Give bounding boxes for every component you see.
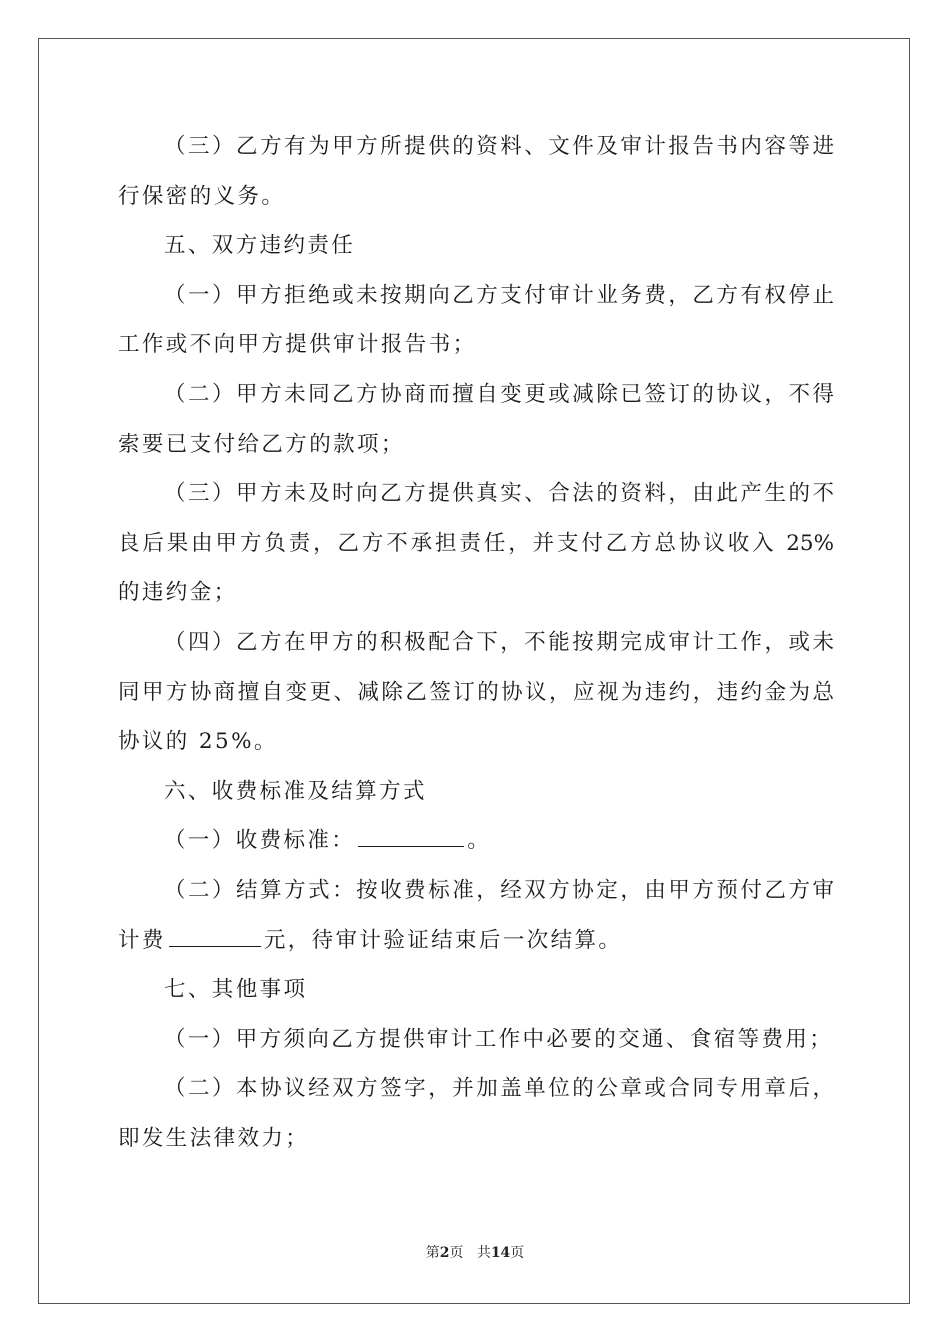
paragraph-line: 协议的 25%。 — [118, 729, 278, 755]
fee-standard-suffix: 。 — [467, 828, 492, 854]
page-footer — [0, 1242, 950, 1262]
paragraph-line: （四）乙方在甲方的积极配合下，不能按期完成审计工作，或未 — [164, 629, 834, 655]
paragraph-line: （一）甲方须向乙方提供审计工作中必要的交通、食宿等费用； — [164, 1026, 834, 1052]
settlement-suffix: 元，待审计验证结束后一次结算。 — [263, 927, 623, 953]
paragraph-line: 工作或不向甲方提供审计报告书； — [118, 332, 477, 358]
paragraph-line: 同甲方协商擅自变更、减除乙签订的协议，应视为违约，违约金为总 — [118, 679, 834, 705]
total-pages: 14 — [490, 1245, 511, 1261]
paragraph-line: 的违约金； — [118, 580, 238, 606]
prepayment-blank — [169, 924, 261, 947]
paragraph-line: 即发生法律效力； — [118, 1125, 310, 1151]
paragraph-line: 索要已支付给乙方的款项； — [118, 431, 405, 457]
fee-standard-blank — [358, 824, 464, 847]
paragraph-line: （二）甲方未同乙方协商而擅自变更或减除已签订的协议，不得 — [164, 381, 834, 407]
settlement-prefix: 计费 — [118, 927, 166, 953]
paragraph-line: （三）甲方未及时向乙方提供真实、合法的资料，由此产生的不 — [164, 481, 834, 507]
paragraph-line: （三）乙方有为甲方所提供的资料、文件及审计报告书内容等进 — [164, 134, 834, 159]
paragraph-line: （一）甲方拒绝或未按期向乙方支付审计业务费，乙方有权停止 — [164, 282, 834, 308]
paragraph-line: 良后果由甲方负责，乙方不承担责任，并支付乙方总协议收入 25% — [118, 530, 834, 556]
page-unit: 页 — [449, 1245, 464, 1261]
document-body — [118, 122, 834, 1163]
total-label: 共 — [476, 1245, 491, 1261]
paragraph-line: （二）本协议经双方签字，并加盖单位的公章或合同专用章后， — [164, 1076, 834, 1102]
settlement-line — [118, 916, 834, 966]
page-label: 第 — [425, 1245, 440, 1261]
total-unit: 页 — [510, 1245, 525, 1261]
section-heading: 六、收费标准及结算方式 — [164, 778, 427, 804]
section-heading: 五、双方违约责任 — [164, 233, 356, 259]
paragraph-line: 行保密的义务。 — [118, 183, 286, 209]
section-heading: 七、其他事项 — [164, 977, 308, 1003]
fee-standard-label: （一）收费标准： — [164, 828, 356, 854]
page-number: 2 — [439, 1245, 450, 1261]
fee-standard-line — [118, 816, 834, 866]
paragraph-line: （二）结算方式：按收费标准，经双方协定，由甲方预付乙方审 — [164, 877, 834, 903]
